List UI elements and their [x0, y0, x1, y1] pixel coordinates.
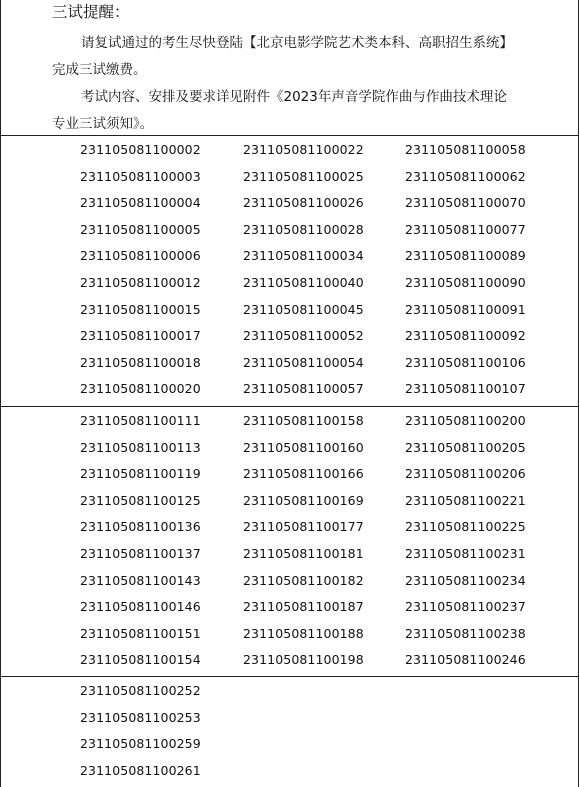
notice-line-1: 请复试通过的考生尽快登陆【北京电影学院艺术类本科、高职招生系统】 — [81, 35, 513, 51]
candidate-number: 231105081100166 — [243, 466, 364, 482]
candidate-number: 231105081100070 — [405, 195, 526, 211]
candidate-number: 231105081100253 — [80, 709, 201, 725]
candidate-number: 231105081100151 — [80, 625, 201, 641]
table-row — [1, 594, 578, 621]
candidate-number: 231105081100004 — [80, 195, 201, 211]
candidate-number: 231105081100111 — [80, 413, 201, 428]
table-row — [1, 164, 578, 191]
table-row — [1, 568, 578, 595]
table-row — [1, 270, 578, 297]
candidate-number: 231105081100261 — [80, 762, 201, 778]
table-row — [1, 376, 578, 403]
table-row — [1, 461, 578, 488]
table-row — [1, 435, 578, 462]
candidate-number: 231105081100205 — [405, 439, 526, 455]
candidate-number: 231105081100181 — [243, 546, 364, 561]
table-row — [1, 488, 578, 515]
table-row — [1, 731, 578, 758]
candidate-number: 231105081100259 — [80, 736, 201, 752]
candidate-number: 231105081100091 — [405, 301, 526, 317]
candidate-number: 231105081100125 — [80, 492, 201, 508]
table-row — [1, 243, 578, 270]
candidate-number: 231105081100206 — [405, 466, 526, 482]
candidate-number: 231105081100113 — [80, 439, 201, 455]
candidate-number: 231105081100169 — [243, 492, 364, 508]
candidate-number: 231105081100015 — [80, 301, 201, 317]
candidate-number: 231105081100052 — [243, 328, 364, 344]
table-row — [1, 647, 578, 674]
candidate-number: 231105081100077 — [405, 221, 526, 237]
candidate-number: 231105081100017 — [80, 328, 201, 344]
candidate-number: 231105081100034 — [243, 248, 364, 264]
table-row — [1, 350, 578, 377]
candidate-number: 231105081100062 — [405, 168, 526, 184]
candidate-number: 231105081100246 — [405, 652, 526, 668]
candidate-number: 231105081100221 — [405, 492, 526, 508]
table-row — [1, 514, 578, 541]
candidate-number: 231105081100119 — [80, 466, 201, 482]
candidate-table-block-3 — [1, 678, 578, 787]
notice-section — [1, 0, 578, 136]
candidate-number: 231105081100177 — [243, 519, 364, 535]
candidate-number: 231105081100003 — [80, 168, 201, 184]
candidate-number: 231105081100018 — [80, 354, 201, 370]
candidate-number: 231105081100089 — [405, 248, 526, 264]
candidate-number: 231105081100092 — [405, 328, 526, 344]
table-row — [1, 621, 578, 648]
candidate-number: 231105081100231 — [405, 546, 526, 561]
candidate-number: 231105081100154 — [80, 652, 201, 668]
candidate-number: 231105081100238 — [405, 625, 526, 641]
candidate-table-block-1 — [1, 137, 578, 407]
candidate-number: 231105081100198 — [243, 652, 364, 668]
table-row — [1, 758, 578, 785]
table-row — [1, 190, 578, 217]
candidate-number: 231105081100026 — [243, 195, 364, 211]
candidate-number: 231105081100107 — [405, 381, 526, 397]
candidate-number: 231105081100045 — [243, 301, 364, 317]
candidate-number: 231105081100058 — [405, 142, 526, 157]
candidate-number: 231105081100225 — [405, 519, 526, 535]
candidate-number: 231105081100020 — [80, 381, 201, 397]
notice-title: 三试提醒： — [52, 3, 130, 21]
candidate-number: 231105081100106 — [405, 354, 526, 370]
candidate-number: 231105081100137 — [80, 546, 201, 561]
table-row — [1, 297, 578, 324]
notice-line-2: 完成三试缴费。 — [52, 62, 147, 78]
table-row — [1, 705, 578, 732]
candidate-number: 231105081100158 — [243, 413, 364, 428]
candidate-number: 231105081100054 — [243, 354, 364, 370]
candidate-number: 231105081100022 — [243, 142, 364, 157]
candidate-number: 231105081100025 — [243, 168, 364, 184]
candidate-number: 231105081100182 — [243, 572, 364, 588]
table-row — [1, 217, 578, 244]
candidate-number: 231105081100136 — [80, 519, 201, 535]
candidate-number: 231105081100040 — [243, 275, 364, 290]
table-row — [1, 541, 578, 568]
table-row — [1, 137, 578, 164]
notice-line-3: 考试内容、安排及要求详见附件《2023年声音学院作曲与作曲技术理论 — [81, 89, 507, 105]
notice-line-4: 专业三试须知》。 — [52, 116, 154, 132]
candidate-number: 231105081100252 — [80, 683, 201, 698]
candidate-number: 231105081100002 — [80, 142, 201, 157]
candidate-number: 231105081100237 — [405, 599, 526, 615]
candidate-number: 231105081100160 — [243, 439, 364, 455]
candidate-number: 231105081100146 — [80, 599, 201, 615]
candidate-number: 231105081100005 — [80, 221, 201, 237]
candidate-number: 231105081100200 — [405, 413, 526, 428]
table-row — [1, 323, 578, 350]
table-row — [1, 408, 578, 435]
candidate-number: 231105081100187 — [243, 599, 364, 615]
candidate-number: 231105081100057 — [243, 381, 364, 397]
candidate-number: 231105081100234 — [405, 572, 526, 588]
candidate-table-block-2 — [1, 408, 578, 677]
table-row — [1, 678, 578, 705]
candidate-number: 231105081100012 — [80, 275, 201, 290]
candidate-number: 231105081100090 — [405, 275, 526, 290]
candidate-number: 231105081100006 — [80, 248, 201, 264]
candidate-number: 231105081100028 — [243, 221, 364, 237]
candidate-number: 231105081100188 — [243, 625, 364, 641]
candidate-number: 231105081100143 — [80, 572, 201, 588]
